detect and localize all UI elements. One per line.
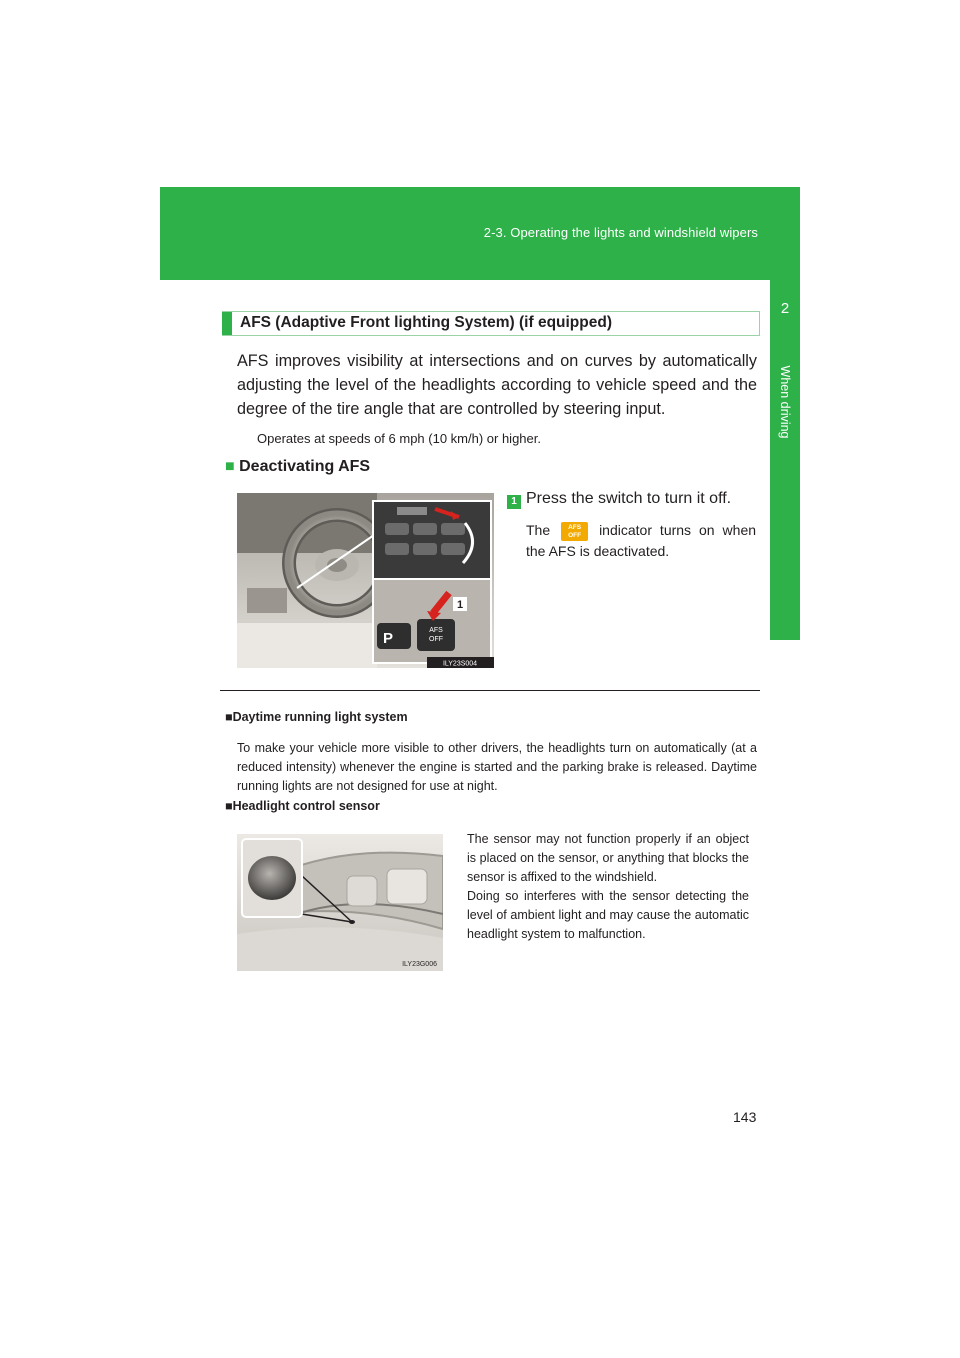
figure-code: ILY23S004 — [442, 660, 478, 668]
daytime-title-text: Daytime running light system — [232, 710, 408, 724]
section-title-box — [222, 311, 760, 336]
square-bullet-icon: ■ — [225, 458, 240, 475]
afs-switch-figure — [237, 493, 494, 668]
step-desc-after: indicator turns on when the AFS is deactivated. — [526, 522, 757, 559]
afs-switch-illustration — [237, 493, 494, 668]
sensor-title — [225, 799, 380, 813]
parking-brake-label: P — [383, 630, 394, 647]
figure-switch-line2: OFF — [429, 636, 443, 643]
deactivating-heading-text: Deactivating AFS — [239, 458, 371, 475]
daytime-body: To make your vehicle more visible to other drivers, the headlights turn on automatically (at a reduced intensity) whenever the engine is started and the parking brake is released. Daytime running lights are not designed for use at night. — [237, 741, 757, 793]
step-description — [526, 520, 756, 562]
step-instruction: Press the switch to turn it off. — [526, 490, 732, 507]
sensor-illustration — [237, 834, 443, 971]
figure-switch-line1: AFS — [429, 627, 443, 634]
chapter-tab — [770, 280, 800, 640]
chapter-label: When driving — [778, 365, 792, 439]
section-title: AFS (Adaptive Front lighting System) (if equipped) — [240, 314, 612, 331]
step-number-badge: 1 — [507, 495, 521, 509]
figure-callout-number: 1 — [456, 599, 464, 611]
sensor-figure-code: ILY23G006 — [402, 961, 437, 968]
afs-off-indicator-icon — [561, 522, 588, 541]
square-bullet-icon: ■ — [225, 799, 233, 813]
afs-indicator-line1: AFS — [568, 523, 582, 531]
deactivating-heading — [225, 458, 370, 476]
page-number: 143 — [733, 1109, 757, 1125]
speed-note: Operates at speeds of 6 mph (10 km/h) or higher. — [257, 431, 541, 446]
header-band — [160, 187, 800, 280]
section-breadcrumb: 2-3. Operating the lights and windshield wipers — [483, 225, 758, 240]
sensor-figure — [237, 834, 443, 971]
section-intro: AFS improves visibility at intersections and on curves by automatically adjusting the level of the headlights according to vehicle speed and the degree of the tire angle that are controlled by steering input. — [237, 352, 757, 418]
sensor-title-text: Headlight control sensor — [232, 799, 380, 813]
chapter-number: 2 — [780, 300, 790, 317]
step-desc-before: The — [526, 522, 551, 538]
section-divider — [220, 690, 760, 691]
section-title-bar — [222, 312, 232, 335]
sensor-body: The sensor may not function properly if an object is placed on the sensor, or anything that blocks the sensor is affixed to the windshield. Doing so interferes with the sensor detecting the level of ambient light and may cause the automatic headlight system to malfunction. — [467, 832, 749, 941]
square-bullet-icon: ■ — [225, 710, 233, 724]
daytime-title — [225, 710, 408, 724]
afs-indicator-line2: OFF — [568, 531, 582, 539]
